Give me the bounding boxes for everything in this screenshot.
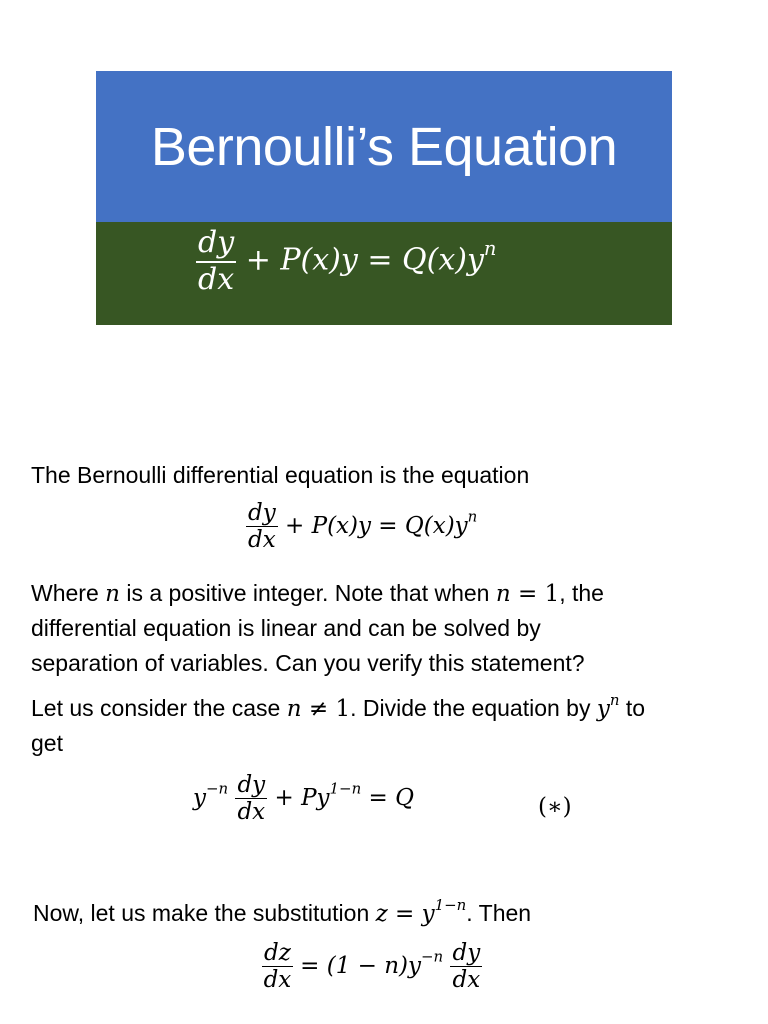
p3-text-a: Now, let us make the substitution xyxy=(33,900,376,926)
paragraph-2-line-2: get xyxy=(31,730,63,756)
p2-n: n xyxy=(286,696,302,722)
header-fraction xyxy=(196,226,236,297)
eq3-fraction-1 xyxy=(262,940,293,994)
paragraph-1-line-3: separation of variables. Can you verify this statement? xyxy=(31,650,585,676)
eq2-frac-num: dy xyxy=(237,772,266,798)
intro-text: The Bernoulli differential equation is the equation xyxy=(31,462,530,488)
eq3-frac1-num: dz xyxy=(264,940,291,966)
equation-2-tag: (∗) xyxy=(538,794,572,820)
eq1-rest: + P(x)y = Q(x)y xyxy=(277,512,468,539)
equation-3 xyxy=(262,940,482,994)
eq3-mid: = (1 − n)y xyxy=(292,952,422,979)
header-frac-num: dy xyxy=(196,226,236,263)
header-frac-den: dx xyxy=(198,261,235,297)
p1-text-a: Where xyxy=(31,580,106,606)
p3-text-b: . Then xyxy=(466,900,532,926)
equation-1 xyxy=(246,500,477,554)
p2-text-a: Let us consider the case xyxy=(31,695,287,721)
eq2-mid: + Py xyxy=(267,784,330,811)
p2-text-c: to xyxy=(619,695,646,721)
p2-y: y xyxy=(596,696,610,722)
header-eq-sup: n xyxy=(483,236,497,260)
eq3-fraction-2 xyxy=(450,940,482,994)
p1-n2: n xyxy=(495,581,511,607)
eq2-pre: y xyxy=(193,784,206,811)
paragraph-1-line-2: differential equation is linear and can be solved by xyxy=(31,615,541,641)
eq2-frac-den: dx xyxy=(237,799,266,826)
equation-2 xyxy=(193,772,414,826)
paragraph-2-line-1 xyxy=(31,691,645,727)
paragraph-1-line-1 xyxy=(31,576,604,612)
p3-z: z = y xyxy=(375,901,435,927)
eq2-fraction xyxy=(235,772,267,826)
header-equation xyxy=(196,226,496,297)
eq1-frac-num: dy xyxy=(248,500,276,526)
eq1-sup: n xyxy=(467,507,478,526)
header-eq-rest: + P(x)y = Q(x)y xyxy=(236,242,484,278)
eq3-frac2-den: dx xyxy=(452,967,481,994)
eq3-mid-sup: −n xyxy=(421,947,444,966)
p2-text-b: . Divide the equation by xyxy=(350,695,597,721)
eq1-frac-den: dx xyxy=(248,527,276,554)
p2-sup: n xyxy=(609,690,620,709)
title-banner xyxy=(96,71,672,222)
eq2-pre-sup: −n xyxy=(206,779,229,798)
p1-n: n xyxy=(105,581,120,607)
eq3-frac1-den: dx xyxy=(263,967,292,994)
p1-text-b: is a positive integer. Note that when xyxy=(119,580,496,606)
p3-sup: 1−n xyxy=(434,895,467,914)
eq2-mid-sup: 1−n xyxy=(329,779,362,798)
paragraph-3 xyxy=(33,896,531,932)
p1-eq-one: = 1 xyxy=(510,581,560,607)
eq3-frac2-num: dy xyxy=(452,940,481,966)
eq2-post: = Q xyxy=(361,784,414,811)
p1-text-e: , the xyxy=(559,580,604,606)
slide-title: Bernoulli’s Equation xyxy=(150,116,618,177)
p2-neq-one: ≠ 1 xyxy=(301,696,351,722)
eq1-fraction xyxy=(246,500,278,554)
